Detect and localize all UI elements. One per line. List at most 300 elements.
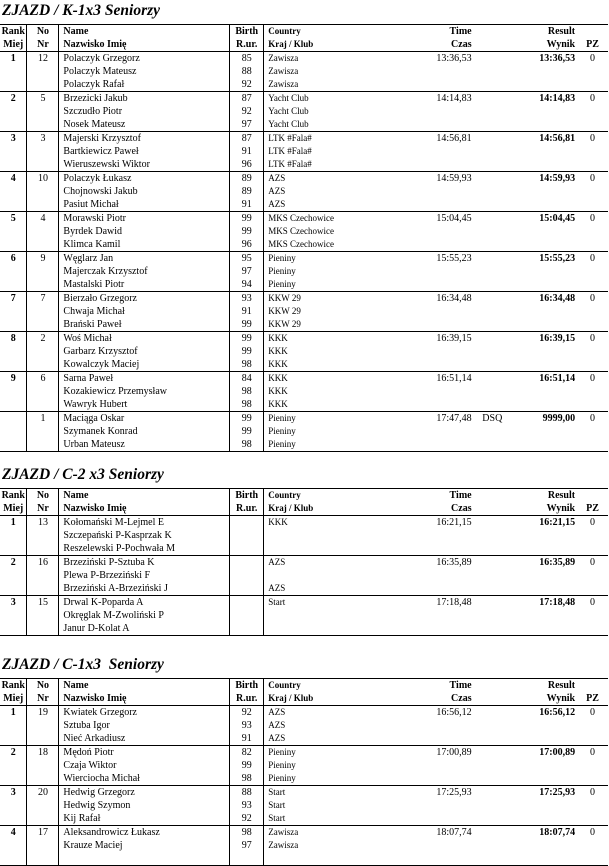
athlete-club: Pieniny <box>268 439 296 449</box>
athlete-birth: 93 <box>241 293 252 304</box>
rank-cell: 4 <box>0 172 27 212</box>
pz-cell: 0 <box>577 556 608 596</box>
birth-cell <box>230 332 264 372</box>
rank-cell: 5 <box>0 212 27 252</box>
pz-cell: 0 <box>577 516 608 556</box>
athlete-name: Hedwig Szymon <box>63 800 131 811</box>
header-cell: Nazwisko Imię <box>59 38 230 52</box>
result-cell: 13:36,53 <box>511 52 577 92</box>
club-cell <box>264 172 364 212</box>
number-cell: 9 <box>27 252 59 292</box>
table-row <box>0 132 608 172</box>
athlete-club: Pieniny <box>268 266 296 276</box>
athlete-club: Pieniny <box>268 747 296 757</box>
number-cell: 6 <box>27 372 59 412</box>
section-title: ZJAZD / K-1x3 Seniorzy <box>2 2 161 19</box>
header-cell <box>474 489 511 503</box>
time-cell: 17:25,93 <box>363 786 473 826</box>
header-cell: Nazwisko Imię <box>59 502 230 516</box>
athlete-birth: 92 <box>241 106 252 117</box>
athlete-club: Start <box>268 813 286 823</box>
athlete-club: Zawisza <box>268 79 299 89</box>
header-cell: Rank <box>0 489 27 503</box>
athlete-club: AZS <box>268 720 286 730</box>
athlete-club: Pieniny <box>268 253 296 263</box>
table-row <box>0 252 608 292</box>
table-row <box>0 826 608 866</box>
number-cell: 19 <box>27 706 59 746</box>
table-row <box>0 412 608 452</box>
result-cell: 15:04,45 <box>511 212 577 252</box>
number-cell: 10 <box>27 172 59 212</box>
athlete-club: KKW 29 <box>268 293 301 303</box>
club-cell <box>264 52 364 92</box>
header-cell <box>474 692 511 706</box>
time-cell: 17:00,89 <box>363 746 473 786</box>
athlete-birth: 92 <box>241 813 252 824</box>
athletes-cell <box>59 556 230 596</box>
athlete-club: Pieniny <box>268 760 296 770</box>
status-cell <box>474 516 511 556</box>
birth-cell <box>230 212 264 252</box>
number-cell: 18 <box>27 746 59 786</box>
athlete-name: Kij Rafał <box>63 813 101 824</box>
athlete-birth: 99 <box>241 226 252 237</box>
athlete-name: Nosek Mateusz <box>63 119 126 130</box>
athlete-birth: 92 <box>241 79 252 90</box>
table-row <box>0 516 608 556</box>
time-cell: 14:59,93 <box>363 172 473 212</box>
number-cell: 13 <box>27 516 59 556</box>
pz-cell: 0 <box>577 596 608 636</box>
athlete-birth: 87 <box>241 93 252 104</box>
rank-cell: 9 <box>0 372 27 412</box>
results-table <box>0 24 608 452</box>
athlete-birth: 96 <box>241 239 252 250</box>
athlete-club: Zawisza <box>268 66 299 76</box>
athlete-club: Yacht Club <box>268 93 309 103</box>
pz-cell: 0 <box>577 292 608 332</box>
result-cell: 16:51,14 <box>511 372 577 412</box>
time-cell: 18:07,74 <box>363 826 473 866</box>
athlete-birth: 99 <box>241 213 252 224</box>
header-cell: Name <box>59 679 230 693</box>
birth-cell <box>230 412 264 452</box>
rank-cell: 4 <box>0 826 27 866</box>
header-cell: Wynik <box>511 692 577 706</box>
athlete-birth: 99 <box>241 413 252 424</box>
result-cell: 18:07,74 <box>511 826 577 866</box>
athletes-cell <box>59 596 230 636</box>
number-cell: 5 <box>27 92 59 132</box>
athlete-club: KKK <box>268 346 288 356</box>
club-cell <box>264 596 364 636</box>
athlete-club: AZS <box>268 583 286 593</box>
header-cell: Birth <box>230 25 264 39</box>
athlete-birth: 98 <box>241 359 252 370</box>
time-cell: 16:21,15 <box>363 516 473 556</box>
header-cell: Rank <box>0 679 27 693</box>
club-cell <box>264 412 364 452</box>
athlete-birth <box>230 569 263 582</box>
athlete-birth: 93 <box>241 720 252 731</box>
athlete-birth: 89 <box>241 186 252 197</box>
number-cell: 17 <box>27 826 59 866</box>
athlete-club <box>268 852 363 865</box>
athlete-name: Polaczyk Łukasz <box>63 173 132 184</box>
athlete-birth: 88 <box>241 66 252 77</box>
athlete-name: Szczudło Piotr <box>63 106 123 117</box>
table-row <box>0 786 608 826</box>
header-cell: Country <box>264 489 364 503</box>
athlete-club: LTK #Fala# <box>268 133 312 143</box>
athlete-club: MKS Czechowice <box>268 239 335 249</box>
pz-cell: 0 <box>577 826 608 866</box>
pz-cell: 0 <box>577 252 608 292</box>
birth-cell <box>230 372 264 412</box>
athletes-cell <box>59 826 230 866</box>
athlete-club: AZS <box>268 707 286 717</box>
result-cell: 17:00,89 <box>511 746 577 786</box>
header-cell: No <box>27 679 59 693</box>
athlete-club: Zawisza <box>268 827 299 837</box>
results-table <box>0 678 608 866</box>
birth-cell <box>230 746 264 786</box>
rank-cell: 8 <box>0 332 27 372</box>
header-cell <box>474 25 511 39</box>
header-cell: Nr <box>27 692 59 706</box>
rank-cell: 7 <box>0 292 27 332</box>
club-cell <box>264 786 364 826</box>
athlete-name: Sztuba Igor <box>63 720 110 731</box>
birth-cell <box>230 826 264 866</box>
section-title: ZJAZD / C-1x3 Seniorzy <box>2 656 164 673</box>
athlete-name: Szymanek Konrad <box>63 426 138 437</box>
athlete-name: Aleksandrowicz Łukasz <box>63 827 160 838</box>
athlete-name: Drwal K-Poparda A <box>63 597 144 608</box>
header-cell: Name <box>59 25 230 39</box>
athlete-birth: 85 <box>241 53 252 64</box>
header-cell: R.ur. <box>230 502 264 516</box>
status-cell <box>474 786 511 826</box>
club-cell <box>264 292 364 332</box>
athlete-birth: 97 <box>241 119 252 130</box>
header-cell: Name <box>59 489 230 503</box>
club-cell <box>264 132 364 172</box>
table-row <box>0 172 608 212</box>
athlete-club <box>268 622 363 635</box>
athlete-name: Pasiut Michał <box>63 199 119 210</box>
time-cell: 14:14,83 <box>363 92 473 132</box>
pz-cell: 0 <box>577 786 608 826</box>
table-row <box>0 212 608 252</box>
athlete-name: Polaczyk Rafał <box>63 79 125 90</box>
athlete-name: Szczepański P-Kasprzak K <box>63 530 172 541</box>
athlete-birth: 98 <box>241 399 252 410</box>
athlete-name: Hedwig Grzegorz <box>63 787 135 798</box>
result-cell: 14:14,83 <box>511 92 577 132</box>
athlete-name: Brzeziński A-Brzeziński J <box>63 583 168 594</box>
athletes-cell <box>59 252 230 292</box>
status-cell <box>474 596 511 636</box>
athlete-name: Janur D-Kolat A <box>63 623 130 634</box>
header-cell <box>474 679 511 693</box>
time-cell: 16:51,14 <box>363 372 473 412</box>
club-cell <box>264 516 364 556</box>
header-cell: Nr <box>27 502 59 516</box>
athlete-name: Mastalski Piotr <box>63 279 125 290</box>
club-cell <box>264 92 364 132</box>
time-cell: 15:55,23 <box>363 252 473 292</box>
header-cell <box>474 38 511 52</box>
athlete-birth: 99 <box>241 333 252 344</box>
table-row <box>0 372 608 412</box>
athlete-name: Bierzało Grzegorz <box>63 293 137 304</box>
result-cell: 15:55,23 <box>511 252 577 292</box>
number-cell: 12 <box>27 52 59 92</box>
header-cell: Kraj / Klub <box>264 692 364 706</box>
athlete-club: KKW 29 <box>268 306 301 316</box>
club-cell <box>264 826 364 866</box>
pz-cell: 0 <box>577 132 608 172</box>
athlete-name: Brzezicki Jakub <box>63 93 128 104</box>
header-cell: Result <box>511 489 577 503</box>
header-cell: Result <box>511 679 577 693</box>
header-cell: Birth <box>230 679 264 693</box>
athlete-club: Yacht Club <box>268 119 309 129</box>
athlete-club: KKK <box>268 359 288 369</box>
athlete-club <box>268 529 363 542</box>
athlete-club: Pieniny <box>268 773 296 783</box>
athlete-club: Zawisza <box>268 53 299 63</box>
header-cell <box>577 679 608 693</box>
section-c2 <box>0 462 609 642</box>
athletes-cell <box>59 52 230 92</box>
header-cell: Nazwisko Imię <box>59 692 230 706</box>
header-cell: No <box>27 25 59 39</box>
athlete-name: Klimca Kamil <box>63 239 121 250</box>
club-cell <box>264 252 364 292</box>
table-row <box>0 746 608 786</box>
athlete-club: Start <box>268 597 286 607</box>
rank-cell: 6 <box>0 252 27 292</box>
athlete-birth <box>230 852 263 865</box>
birth-cell <box>230 516 264 556</box>
table-row <box>0 332 608 372</box>
time-cell: 15:04,45 <box>363 212 473 252</box>
header-cell: Wynik <box>511 38 577 52</box>
athlete-birth: 99 <box>241 426 252 437</box>
time-cell: 17:47,48 <box>363 412 473 452</box>
athlete-name: Wierciocha Michał <box>63 773 140 784</box>
status-cell <box>474 706 511 746</box>
athlete-club <box>268 609 363 622</box>
athlete-name: Morawski Piotr <box>63 213 126 224</box>
header-cell: Miej <box>0 38 27 52</box>
pz-cell: 0 <box>577 332 608 372</box>
header-cell: Czas <box>363 38 473 52</box>
athlete-birth: 99 <box>241 346 252 357</box>
athlete-name: Sarna Paweł <box>63 373 114 384</box>
club-cell <box>264 556 364 596</box>
athlete-birth: 98 <box>241 386 252 397</box>
athlete-birth: 97 <box>241 840 252 851</box>
athlete-club: AZS <box>268 186 286 196</box>
rank-cell: 2 <box>0 746 27 786</box>
header-cell: Miej <box>0 692 27 706</box>
pz-cell: 0 <box>577 92 608 132</box>
status-cell <box>474 212 511 252</box>
athletes-cell <box>59 92 230 132</box>
athlete-name: Chwaja Michał <box>63 306 125 317</box>
athlete-birth: 89 <box>241 173 252 184</box>
header-cell: Time <box>363 679 473 693</box>
status-cell <box>474 252 511 292</box>
club-cell <box>264 332 364 372</box>
header-cell: Kraj / Klub <box>264 502 364 516</box>
header-cell <box>474 502 511 516</box>
result-cell: 16:56,12 <box>511 706 577 746</box>
athlete-name: Byrdek Dawid <box>63 226 123 237</box>
athlete-birth <box>230 516 263 529</box>
athletes-cell <box>59 786 230 826</box>
pz-cell: 0 <box>577 212 608 252</box>
results-table <box>0 488 608 636</box>
athlete-name: Reszelewski P-Pochwała M <box>63 543 176 554</box>
header-cell: Result <box>511 25 577 39</box>
header-cell: Wynik <box>511 502 577 516</box>
athlete-birth <box>230 609 263 622</box>
birth-cell <box>230 556 264 596</box>
time-cell: 16:56,12 <box>363 706 473 746</box>
header-cell: Time <box>363 25 473 39</box>
athlete-club: AZS <box>268 733 286 743</box>
athlete-name: Kozakiewicz Przemysław <box>63 386 167 397</box>
club-cell <box>264 212 364 252</box>
time-cell: 17:18,48 <box>363 596 473 636</box>
athlete-birth: 99 <box>241 319 252 330</box>
rank-cell: 3 <box>0 596 27 636</box>
number-cell: 7 <box>27 292 59 332</box>
birth-cell <box>230 706 264 746</box>
time-cell: 16:35,89 <box>363 556 473 596</box>
time-cell: 14:56,81 <box>363 132 473 172</box>
athlete-name: Urban Mateusz <box>63 439 125 450</box>
athlete-name: Chojnowski Jakub <box>63 186 138 197</box>
status-cell <box>474 292 511 332</box>
header-cell: No <box>27 489 59 503</box>
athletes-cell <box>59 746 230 786</box>
rank-cell: 1 <box>0 52 27 92</box>
athlete-club: Start <box>268 800 286 810</box>
athlete-name: Kwiatek Grzegorz <box>63 707 137 718</box>
number-cell: 15 <box>27 596 59 636</box>
athlete-club: AZS <box>268 199 286 209</box>
athlete-club: LTK #Fala# <box>268 159 312 169</box>
athlete-birth: 98 <box>241 439 252 450</box>
rank-cell: 3 <box>0 786 27 826</box>
athlete-name: Bartkiewicz Paweł <box>63 146 139 157</box>
athlete-club: Start <box>268 787 286 797</box>
header-cell: Birth <box>230 489 264 503</box>
athletes-cell <box>59 332 230 372</box>
section-title: ZJAZD / C-2 x3 Seniorzy <box>2 466 164 483</box>
birth-cell <box>230 596 264 636</box>
status-cell <box>474 332 511 372</box>
header-cell: PZ <box>577 38 608 52</box>
header-cell: Miej <box>0 502 27 516</box>
athlete-club: KKK <box>268 386 288 396</box>
athlete-club: Pieniny <box>268 426 296 436</box>
athlete-birth <box>230 596 263 609</box>
athlete-birth: 91 <box>241 733 252 744</box>
result-cell: 16:21,15 <box>511 516 577 556</box>
header-cell: PZ <box>577 502 608 516</box>
athlete-club: Pieniny <box>268 279 296 289</box>
athlete-club: AZS <box>268 557 286 567</box>
number-cell: 16 <box>27 556 59 596</box>
athlete-name: Wieruszewski Wiktor <box>63 159 150 170</box>
athlete-club: Zawisza <box>268 840 299 850</box>
pz-cell: 0 <box>577 172 608 212</box>
athlete-name: Plewa P-Brzeziński F <box>63 570 151 581</box>
pz-cell: 0 <box>577 706 608 746</box>
athlete-birth: 99 <box>241 760 252 771</box>
status-cell <box>474 556 511 596</box>
athlete-name: Brański Paweł <box>63 319 122 330</box>
pz-cell: 0 <box>577 52 608 92</box>
header-cell <box>577 25 608 39</box>
result-cell: 16:34,48 <box>511 292 577 332</box>
pz-cell: 0 <box>577 746 608 786</box>
athlete-birth: 88 <box>241 787 252 798</box>
athlete-club: KKK <box>268 373 288 383</box>
header-cell: Time <box>363 489 473 503</box>
rank-cell: 3 <box>0 132 27 172</box>
athlete-club: Pieniny <box>268 413 296 423</box>
athlete-club <box>268 542 363 555</box>
athlete-club: KKW 29 <box>268 319 301 329</box>
result-cell: 14:56,81 <box>511 132 577 172</box>
athlete-club: LTK #Fala# <box>268 146 312 156</box>
athlete-birth: 96 <box>241 159 252 170</box>
athlete-name: Kołomański M-Lejmel E <box>63 517 164 528</box>
result-cell: 17:18,48 <box>511 596 577 636</box>
number-cell: 2 <box>27 332 59 372</box>
athletes-cell <box>59 706 230 746</box>
result-cell: 17:25,93 <box>511 786 577 826</box>
status-cell <box>474 372 511 412</box>
athlete-birth <box>230 582 263 595</box>
athlete-birth: 94 <box>241 279 252 290</box>
rank-cell <box>0 412 27 452</box>
athletes-cell <box>59 212 230 252</box>
athlete-name: Brzeziński P-Sztuba K <box>63 557 155 568</box>
time-cell: 16:39,15 <box>363 332 473 372</box>
athlete-birth <box>230 556 263 569</box>
athlete-birth: 98 <box>241 773 252 784</box>
athlete-name: Majerczak Krzysztof <box>63 266 148 277</box>
table-row <box>0 92 608 132</box>
table-row <box>0 706 608 746</box>
athlete-name: Wawryk Hubert <box>63 399 128 410</box>
athlete-birth: 91 <box>241 306 252 317</box>
athlete-birth: 93 <box>241 800 252 811</box>
club-cell <box>264 706 364 746</box>
header-cell <box>577 489 608 503</box>
status-cell <box>474 172 511 212</box>
athlete-name: Czaja Wiktor <box>63 760 117 771</box>
